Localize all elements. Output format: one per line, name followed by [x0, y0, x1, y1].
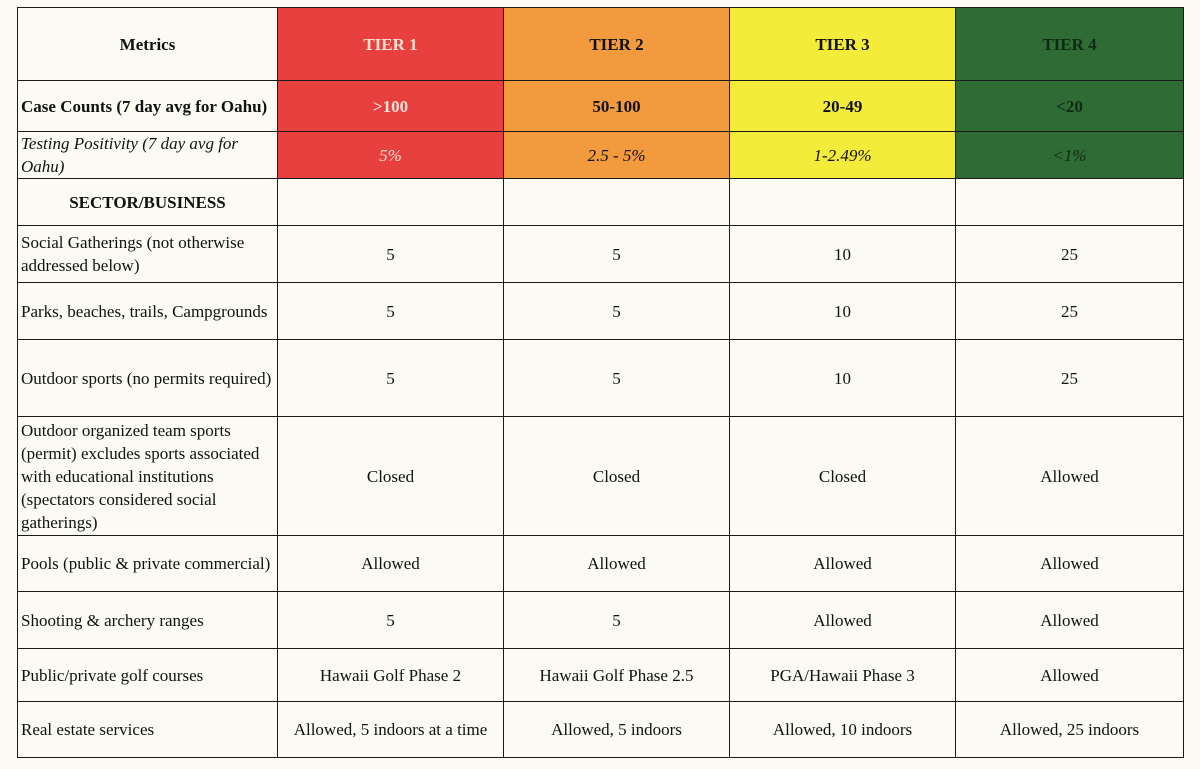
tier-2-value: Allowed: [504, 536, 730, 592]
tier-3-value: Allowed, 10 indoors: [730, 702, 956, 758]
tier-2-value: 5: [504, 340, 730, 417]
table-row: [18, 417, 1184, 536]
tier-3-value: Closed: [730, 417, 956, 536]
tier-4-value: 25: [956, 226, 1184, 283]
case-counts-tier-3: 20-49: [730, 81, 956, 132]
tier-4-value: 25: [956, 283, 1184, 340]
row-label: Social Gatherings (not otherwise addressed below): [18, 226, 278, 283]
empty-cell: [956, 179, 1184, 226]
table-row: [18, 340, 1184, 417]
row-label: Public/private golf courses: [18, 649, 278, 702]
testing-positivity-tier-3: 1-2.49%: [730, 132, 956, 179]
tier-2-value: 5: [504, 592, 730, 649]
row-label: Real estate services: [18, 702, 278, 758]
tier-4-value: Allowed: [956, 649, 1184, 702]
testing-positivity-tier-4: <1%: [956, 132, 1184, 179]
tier-2-value: Allowed, 5 indoors: [504, 702, 730, 758]
tier-1-value: Allowed: [278, 536, 504, 592]
empty-cell: [504, 179, 730, 226]
tier-3-value: 10: [730, 226, 956, 283]
tier-table: [17, 7, 1184, 758]
tier-4-value: Allowed: [956, 417, 1184, 536]
testing-positivity-tier-1: 5%: [278, 132, 504, 179]
tier-1-value: 5: [278, 226, 504, 283]
empty-cell: [730, 179, 956, 226]
tier-1-value: Hawaii Golf Phase 2: [278, 649, 504, 702]
tier-4-value: Allowed, 25 indoors: [956, 702, 1184, 758]
case-counts-tier-1: >100: [278, 81, 504, 132]
sector-business-header: SECTOR/BUSINESS: [18, 179, 278, 226]
row-label: Outdoor organized team sports (permit) excludes sports associated with educational institutions (spectators considered social gatherings): [18, 417, 278, 536]
tier-4-header: TIER 4: [956, 8, 1184, 81]
tier-1-header: TIER 1: [278, 8, 504, 81]
table-row: [18, 592, 1184, 649]
empty-cell: [278, 179, 504, 226]
tier-3-value: Allowed: [730, 592, 956, 649]
tier-2-header: TIER 2: [504, 8, 730, 81]
tier-1-value: Closed: [278, 417, 504, 536]
tier-4-value: 25: [956, 340, 1184, 417]
testing-positivity-tier-2: 2.5 - 5%: [504, 132, 730, 179]
row-label: Pools (public & private commercial): [18, 536, 278, 592]
tier-1-value: 5: [278, 283, 504, 340]
tier-4-value: Allowed: [956, 536, 1184, 592]
sector-header-row: [18, 179, 1184, 226]
tier-3-value: 10: [730, 283, 956, 340]
tier-2-value: 5: [504, 226, 730, 283]
table-row: [18, 702, 1184, 758]
tier-3-value: PGA/Hawaii Phase 3: [730, 649, 956, 702]
table-row: [18, 536, 1184, 592]
testing-positivity-label: Testing Positivity (7 day avg for Oahu): [18, 132, 278, 179]
case-counts-row: [18, 81, 1184, 132]
tier-1-value: Allowed, 5 indoors at a time: [278, 702, 504, 758]
testing-positivity-row: [18, 132, 1184, 179]
row-label: Parks, beaches, trails, Campgrounds: [18, 283, 278, 340]
tier-2-value: Hawaii Golf Phase 2.5: [504, 649, 730, 702]
case-counts-tier-4: <20: [956, 81, 1184, 132]
tier-2-value: 5: [504, 283, 730, 340]
case-counts-label: Case Counts (7 day avg for Oahu): [18, 81, 278, 132]
tier-3-header: TIER 3: [730, 8, 956, 81]
tier-3-value: Allowed: [730, 536, 956, 592]
table-row: [18, 649, 1184, 702]
header-row: [18, 8, 1184, 81]
tier-1-value: 5: [278, 592, 504, 649]
row-label: Shooting & archery ranges: [18, 592, 278, 649]
tier-2-value: Closed: [504, 417, 730, 536]
tier-3-value: 10: [730, 340, 956, 417]
tier-1-value: 5: [278, 340, 504, 417]
table-row: [18, 226, 1184, 283]
metrics-header: Metrics: [18, 8, 278, 81]
case-counts-tier-2: 50-100: [504, 81, 730, 132]
table-row: [18, 283, 1184, 340]
row-label: Outdoor sports (no permits required): [18, 340, 278, 417]
tier-4-value: Allowed: [956, 592, 1184, 649]
